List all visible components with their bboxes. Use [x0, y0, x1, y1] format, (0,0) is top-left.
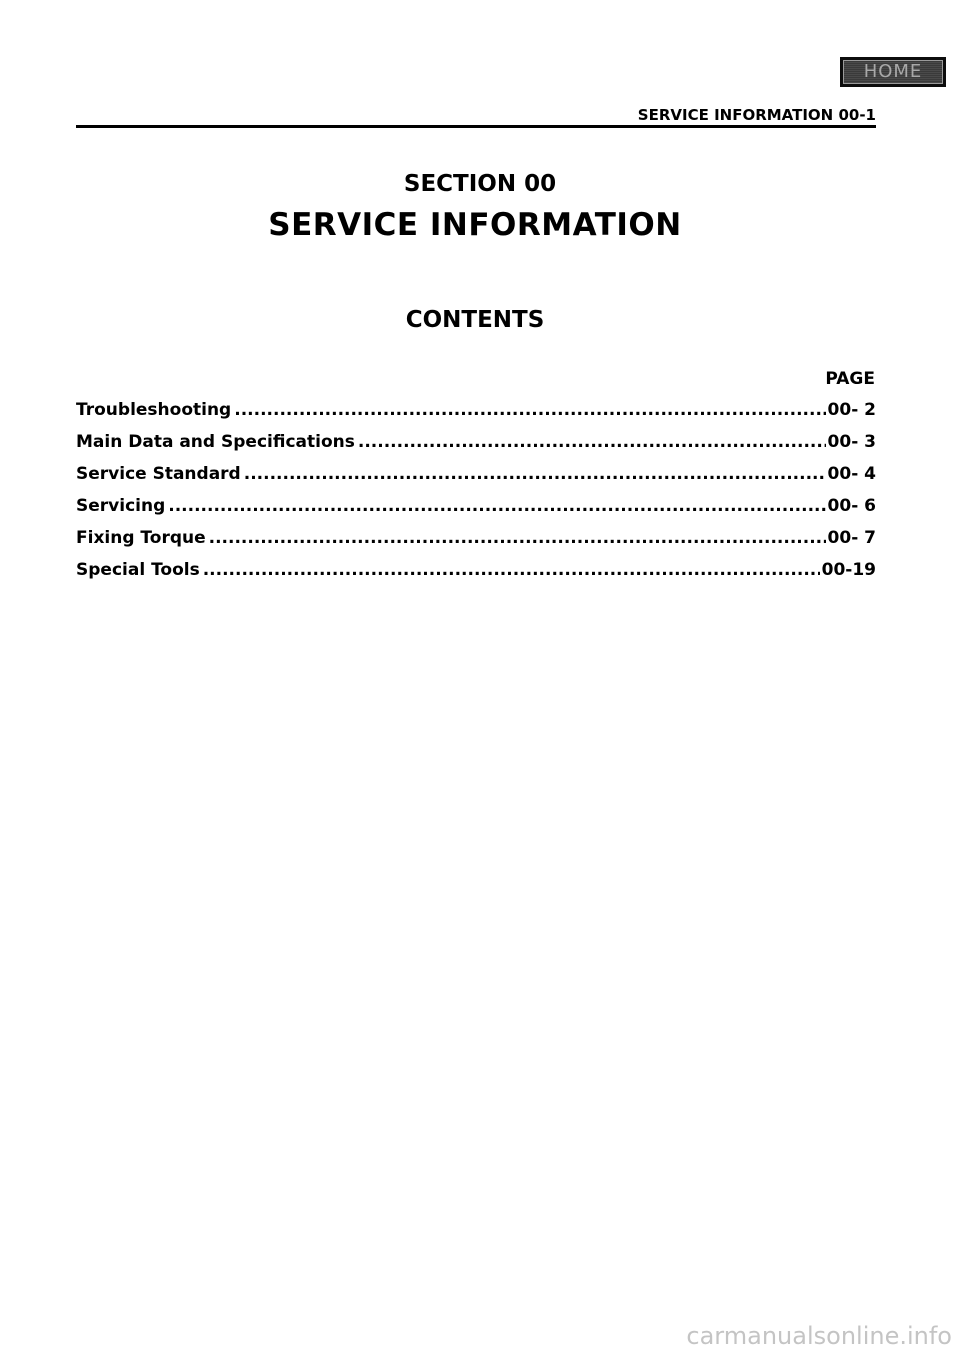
toc-entry-troubleshooting[interactable]	[76, 400, 876, 432]
home-button-face[interactable]	[843, 60, 943, 84]
running-header: SERVICE INFORMATION 00-1	[637, 106, 876, 124]
toc-leader-dots	[209, 528, 826, 548]
toc-entry-page: 00-19	[821, 560, 876, 580]
toc-entry-service-standard[interactable]	[76, 464, 876, 496]
section-title: SERVICE INFORMATION	[268, 207, 682, 243]
toc-entry-servicing[interactable]	[76, 496, 876, 528]
toc-entry-page: 00- 6	[827, 496, 876, 516]
header-rule	[76, 125, 876, 128]
toc-leader-dots	[168, 496, 825, 516]
toc-entry-title: Main Data and Specifications	[76, 432, 355, 452]
toc-entry-title: Fixing Torque	[76, 528, 206, 548]
toc-entry-page: 00- 3	[827, 432, 876, 452]
toc-leader-dots	[234, 400, 825, 420]
toc-entry-title: Service Standard	[76, 464, 241, 484]
toc-leader-dots	[358, 432, 826, 452]
toc-entry-title: Special Tools	[76, 560, 200, 580]
toc-entry-fixing-torque[interactable]	[76, 528, 876, 560]
home-button[interactable]	[840, 57, 946, 87]
section-label: SECTION 00	[403, 171, 557, 197]
table-of-contents	[76, 400, 876, 592]
page-column-label: PAGE	[825, 369, 875, 389]
toc-entry-main-data[interactable]	[76, 432, 876, 464]
toc-entry-page: 00- 7	[827, 528, 876, 548]
toc-entry-page: 00- 2	[827, 400, 876, 420]
toc-entry-page: 00- 4	[827, 464, 876, 484]
toc-entry-title: Troubleshooting	[76, 400, 232, 420]
contents-heading: CONTENTS	[405, 307, 545, 333]
site-watermark: carmanualsonline.info	[686, 1322, 952, 1350]
home-button-label: HOME	[863, 61, 923, 82]
toc-entry-special-tools[interactable]	[76, 560, 876, 592]
toc-leader-dots	[203, 560, 820, 580]
toc-entry-title: Servicing	[76, 496, 166, 516]
toc-leader-dots	[244, 464, 826, 484]
